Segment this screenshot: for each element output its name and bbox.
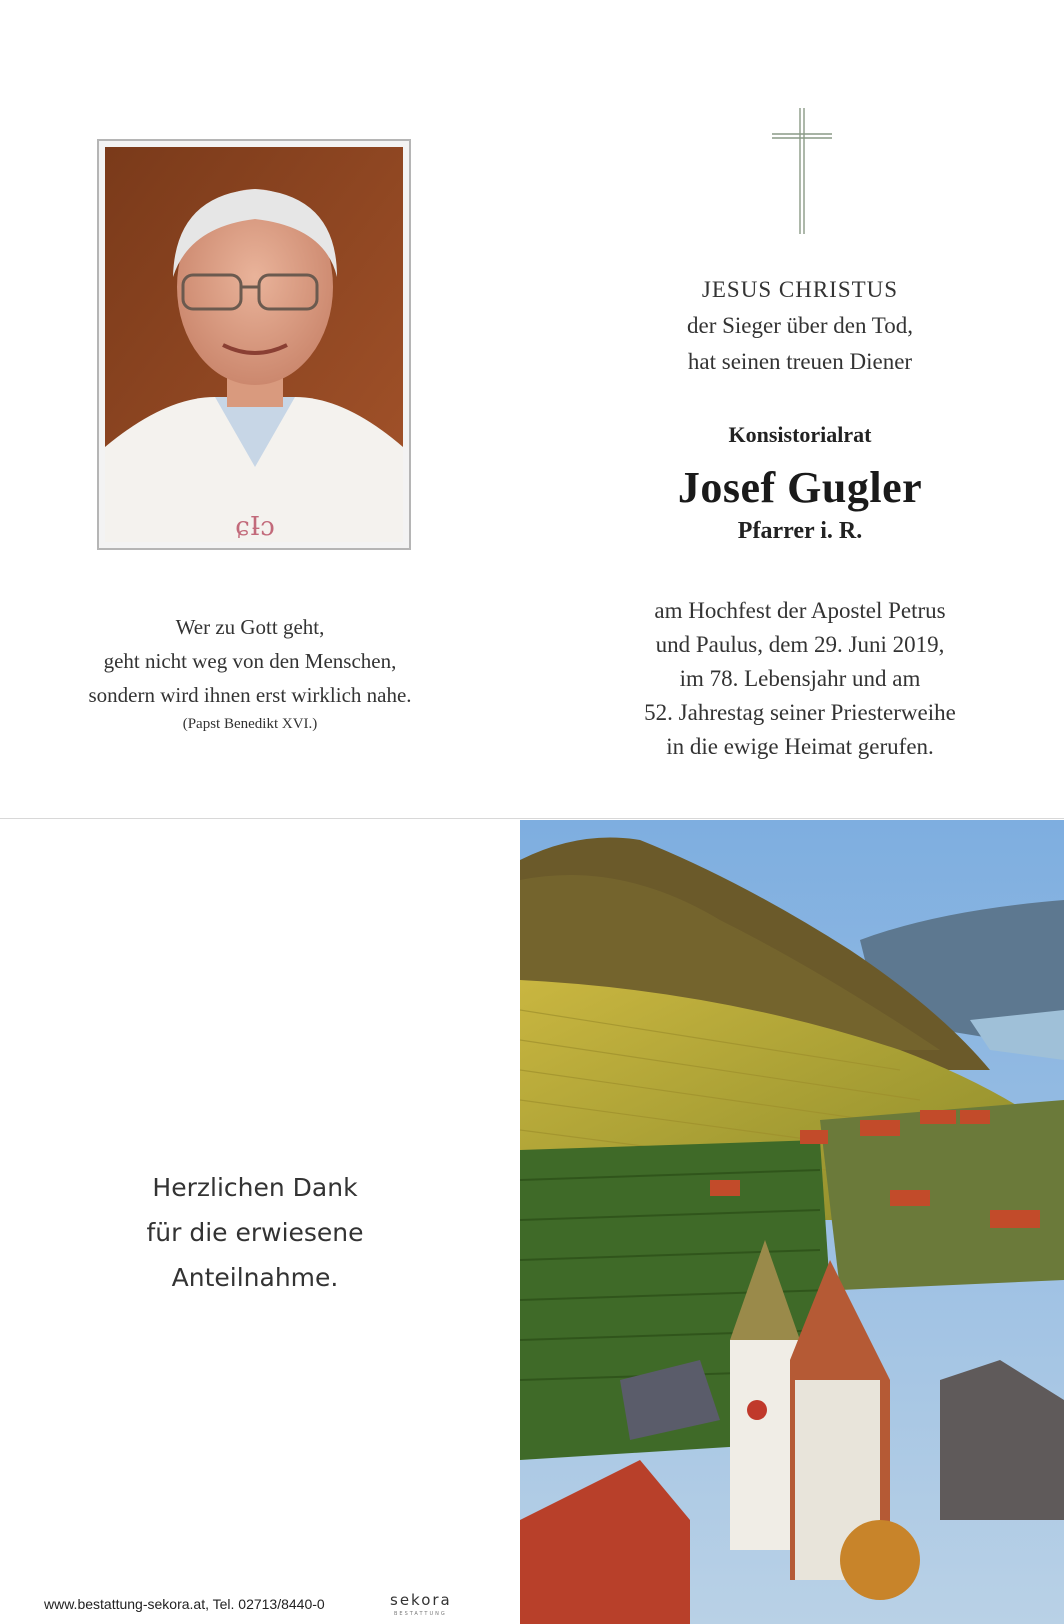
quote-source: (Papst Benedikt XVI.)	[182, 716, 318, 732]
header-line-2: der Sieger über den Tod,	[687, 313, 913, 338]
landscape-photo	[520, 820, 1064, 1624]
deceased-title: Pfarrer i. R.	[737, 518, 863, 544]
sekora-logo: sekora	[390, 1591, 452, 1609]
announcement-line: in die ewige Heimat gerufen.	[666, 734, 934, 759]
announcement-line: und Paulus, dem 29. Juni 2019,	[655, 632, 945, 657]
deceased-rank: Konsistorialrat	[728, 422, 872, 447]
quote-block	[40, 610, 460, 736]
thanks-line: Anteilnahme.	[171, 1263, 339, 1292]
announcement-line: 52. Jahrestag seiner Priesterweihe	[644, 700, 956, 725]
quote-line: geht nicht weg von den Menschen,	[103, 649, 397, 673]
portrait-frame	[97, 139, 411, 550]
announcement-line: im 78. Lebensjahr und am	[679, 666, 921, 691]
deceased-name: Josef Gugler	[677, 463, 923, 512]
header-line-1: JESUS CHRISTUS	[701, 277, 899, 302]
quote-line: Wer zu Gott geht,	[175, 615, 325, 639]
header-line-3: hat seinen treuen Diener	[687, 349, 913, 374]
thanks-line: Herzlichen Dank	[152, 1173, 358, 1202]
cross-icon	[770, 106, 834, 236]
svg-text:ɕI̵ɔ: ɕI̵ɔ	[235, 512, 275, 542]
thanks-line: für die erwiesene	[146, 1218, 364, 1247]
announcement-line: am Hochfest der Apostel Petrus	[654, 598, 946, 623]
footer-contact: www.bestattung-sekora.at, Tel. 02713/8440-0	[44, 1596, 325, 1612]
thanks-text	[60, 1165, 450, 1300]
quote-line: sondern wird ihnen erst wirklich nahe.	[88, 683, 412, 707]
sekora-logo-sub: BESTATTUNG	[394, 1611, 447, 1617]
portrait-photo	[105, 147, 403, 542]
announcement-text	[560, 594, 1040, 764]
header-text	[560, 272, 1040, 380]
